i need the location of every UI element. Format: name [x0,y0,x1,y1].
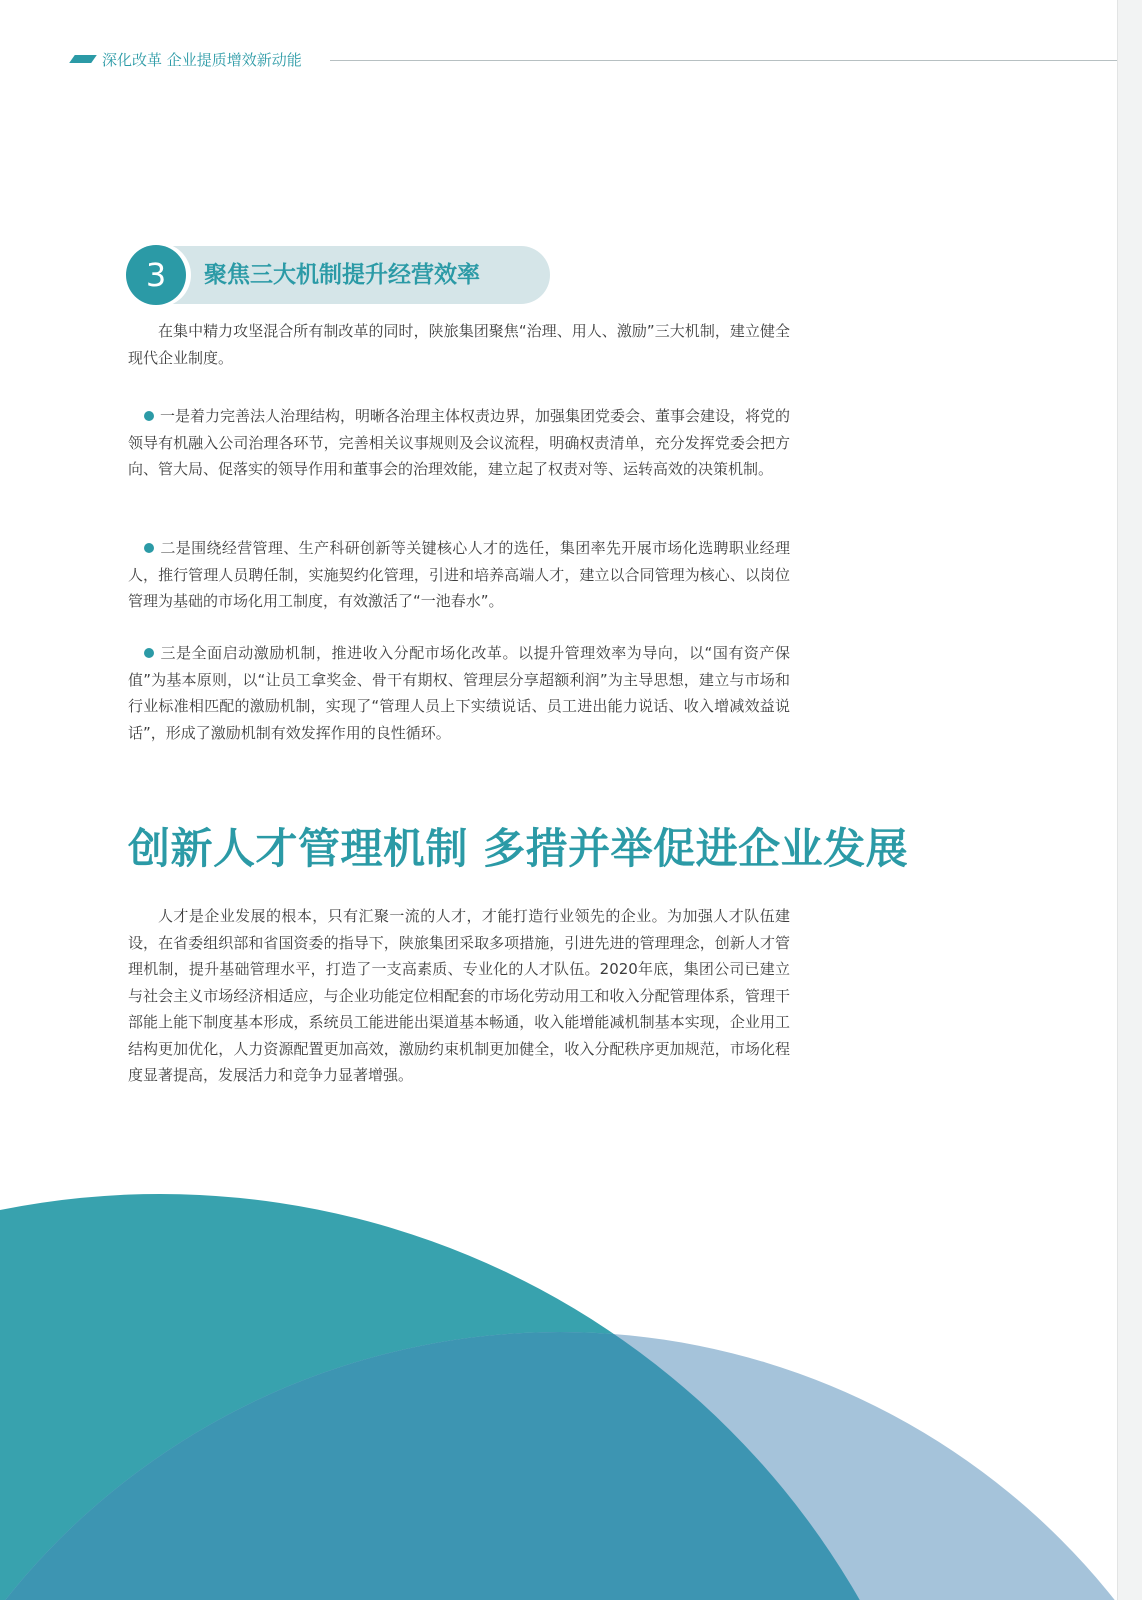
header-title: 深化改革 企业提质增效新动能 [102,51,302,69]
section-number: 3 [126,245,186,305]
section-title: 聚焦三大机制提升经营效率 [204,262,480,288]
bullet-text: 二是围绕经营管理、生产科研创新等关键核心人才的选任，集团率先开展市场化选聘职业经理人，推行管理人员聘任制，实施契约化管理，引进和培养高端人才，建立以合同管理为核心、以岗位管理为基础的市场化用工制度，有效激活了“一池春水”。 [128,539,790,610]
talent-heading: 创新人才管理机制 多措并举促进企业发展 [128,824,909,873]
talent-body: 人才是企业发展的根本，只有汇聚一流的人才，才能打造行业领先的企业。为加强人才队伍建设，在省委组织部和省国资委的指导下，陕旅集团采取多项措施，引进先进的管理理念，创新人才管理机制，提升基础管理水平，打造了一支高素质、专业化的人才队伍。2020年底，集团公司已建立与社会主义市场经济相适应，与企业功能定位相配套的市场化劳动用工和收入分配管理体系，管理干部能上能下制度基本形成，系统员工能进能出渠道基本畅通，收入能增能减机制基本实现，企业用工结构更加优化，人力资源配置更加高效，激励约束机制更加健全，收入分配秩序更加规范，市场化程度显著提高，发展活力和竞争力显著增强。 [128,907,790,1084]
section-intro: 在集中精力攻坚混合所有制改革的同时，陕旅集团聚焦“治理、用人、激励”三大机制，建立健全现代企业制度。 [128,322,790,367]
bullet-text: 三是全面启动激励机制，推进收入分配市场化改革。以提升管理效率为导向，以“国有资产保值”为基本原则，以“让员工拿奖金、骨干有期权、管理层分享超额利润”为主导思想，建立与市场和行业标准相匹配的激励机制，实现了“管理人员上下实绩说话、员工进出能力说话、收入增减效益说话”，形成了激励机制有效发挥作用的良性循环。 [128,644,790,742]
bullet-text: 一是着力完善法人治理结构，明晰各治理主体权责边界，加强集团党委会、董事会建设，将党的领导有机融入公司治理各环节，完善相关议事规则及会议流程，明确权责清单，充分发挥党委会把方向、管大局、促落实的领导作用和董事会的治理效能，建立起了权责对等、运转高效的决策机制。 [128,407,791,478]
